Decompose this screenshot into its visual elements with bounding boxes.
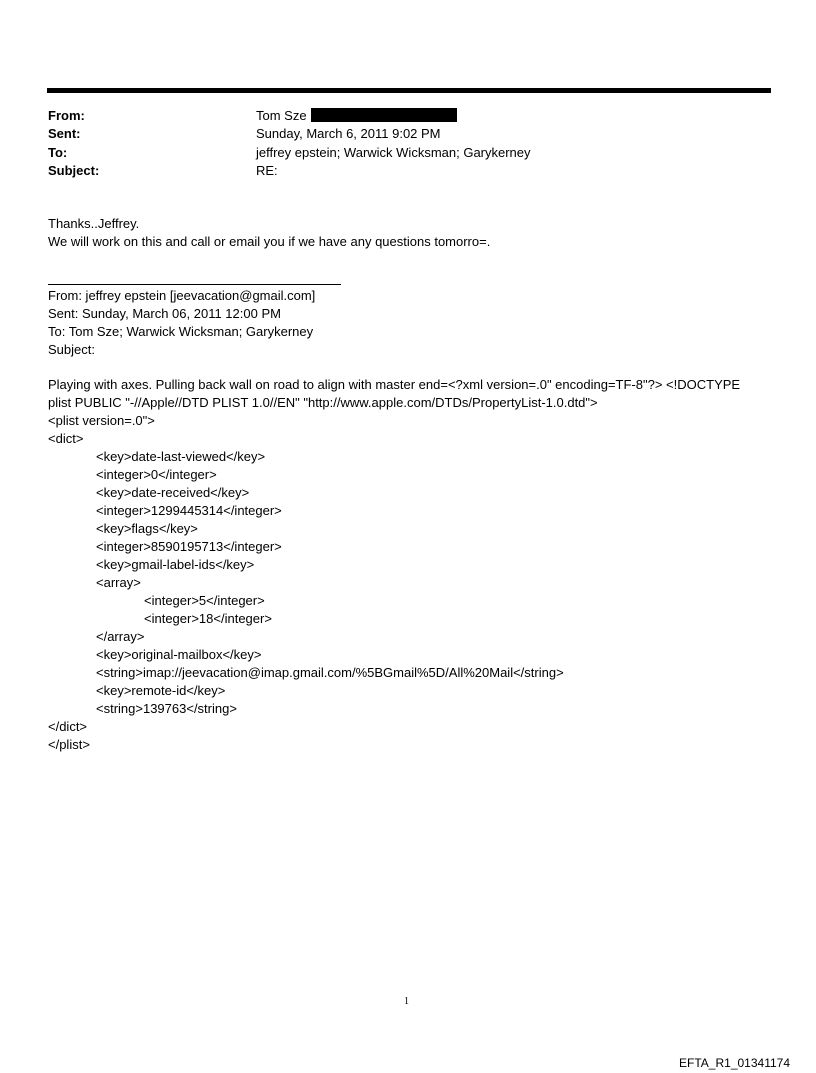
redaction-box [311,108,457,122]
from-name: Tom Sze [256,108,307,123]
sent-label: Sent: [48,126,81,141]
body-line: <key>flags</key> [96,521,198,536]
body-line: <key>remote-id</key> [96,683,226,698]
body-line: Playing with axes. Pulling back wall on road to align with master end=<?xml version=.0" encoding=TF-8"?> <!DOCTYPE [48,377,741,392]
body-line: <integer>18</integer> [144,611,272,626]
body-line: <integer>1299445314</integer> [96,503,282,518]
body-line: <plist version=.0"> [48,413,155,428]
to-label: To: [48,145,68,160]
body-line: <integer>0</integer> [96,467,217,482]
page-number: 1 [404,996,409,1007]
body-line: <key>date-received</key> [96,485,250,500]
quoted-sent: Sent: Sunday, March 06, 2011 12:00 PM [48,306,281,321]
body-line: <key>original-mailbox</key> [96,647,262,662]
quoted-to: To: Tom Sze; Warwick Wicksman; Garykerney [48,324,314,339]
body-line: <dict> [48,431,84,446]
sent-value: Sunday, March 6, 2011 9:02 PM [256,126,441,141]
subject-label: Subject: [48,163,100,178]
body-line: <string>imap://jeevacation@imap.gmail.com/%5BGmail%5D/All%20Mail</string> [96,665,564,680]
quoted-from: From: jeffrey epstein [jeevacation@gmail.com] [48,288,316,303]
reply-line: We will work on this and call or email you if we have any questions tomorro=. [48,234,491,249]
body-line: <string>139763</string> [96,701,237,716]
to-value: jeffrey epstein; Warwick Wicksman; Garykerney [256,145,531,160]
body-line: </plist> [48,737,90,752]
subject-value: RE: [256,163,278,178]
from-value [256,108,457,123]
quoted-subject: Subject: [48,342,95,357]
body-line: <key>date-last-viewed</key> [96,449,266,464]
body-line: <key>gmail-label-ids</key> [96,557,255,572]
body-line: plist PUBLIC "-//Apple//DTD PLIST 1.0//EN" "http://www.apple.com/DTDs/PropertyList-1.0.dtd"> [48,395,598,410]
bates-number: EFTA_R1_01341174 [679,1056,790,1070]
body-line: <integer>8590195713</integer> [96,539,282,554]
top-rule [47,88,771,93]
body-line: <integer>5</integer> [144,593,265,608]
from-label: From: [48,108,85,123]
reply-line: Thanks..Jeffrey. [48,216,140,231]
body-line: </dict> [48,719,88,734]
body-line: <array> [96,575,141,590]
body-line: </array> [96,629,145,644]
quote-separator [48,284,341,285]
